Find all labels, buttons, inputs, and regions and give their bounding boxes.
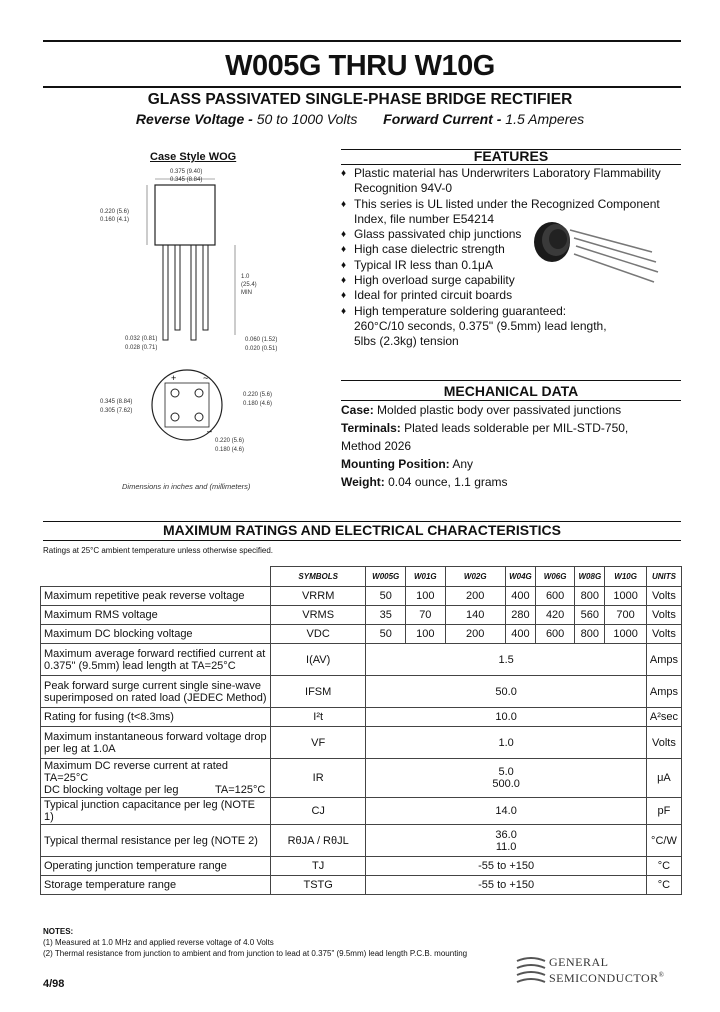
- feature-item: ♦ Plastic material has Underwriters Laboratory Flammability Recognition 94V-0: [341, 166, 661, 196]
- unit-cell: °C/W: [646, 825, 681, 857]
- param-cell: Peak forward surge current single sine-wave superimposed on rated load (JEDEC Method): [41, 676, 271, 708]
- table-row: [41, 587, 682, 606]
- value-cell: 280: [505, 606, 535, 625]
- ratings-note: Ratings at 25°C ambient temperature unless otherwise specified.: [43, 546, 273, 555]
- value-cell: 50: [366, 587, 406, 606]
- symbol-cell: I²t: [270, 708, 365, 727]
- param-cell: Typical thermal resistance per leg (NOTE 2): [41, 825, 271, 857]
- mechanical-data: Case: Molded plastic body over passivated junctions Terminals: Plated leads solderable per MIL-STD-750, Method 2026 Mounting Position: Any Weight: 0.04 ounce, 1.1 grams: [341, 403, 629, 489]
- value-cell: 420: [535, 606, 574, 625]
- mech-rule-top: [341, 380, 681, 381]
- value-cell: 140: [445, 606, 505, 625]
- value-cell: 400: [505, 587, 535, 606]
- col-w02g: W02G: [445, 567, 505, 587]
- param-cell: Operating junction temperature range: [41, 857, 271, 876]
- col-w08g: W08G: [575, 567, 605, 587]
- dim-pitch2-max: 0.220 (5.6): [215, 438, 245, 444]
- col-symbols: SYMBOLS: [270, 567, 365, 587]
- notes: NOTES: (1) Measured at 1.0 MHz and applied reverse voltage of 4.0 Volts (2) Thermal resistance from junction to ambient and from junction to lead at 0.375" (9.5mm) lead length P.C.B. mounting: [43, 927, 468, 958]
- symbol-cell: TSTG: [270, 876, 365, 895]
- pin-ac-marking: ~: [203, 373, 209, 383]
- bullet-icon: ♦: [341, 275, 347, 287]
- logo-general: GENERAL: [549, 955, 609, 969]
- value-cell: 1000: [605, 587, 647, 606]
- value-cell: 50.0: [366, 676, 647, 708]
- dim-width-max: 0.375 (9.40): [170, 169, 203, 175]
- title-rule: [43, 86, 681, 88]
- value-cell: 10.0: [366, 708, 647, 727]
- dim-pitch-min: 0.180 (4.6): [243, 401, 273, 407]
- unit-cell: pF: [646, 798, 681, 825]
- case-style-label: Case Style WOG: [150, 151, 237, 163]
- bullet-icon: ♦: [341, 198, 347, 210]
- reverse-voltage-value: 50 to 1000 Volts: [256, 111, 358, 127]
- param-cell: Maximum instantaneous forward voltage drop per leg at 1.0A: [41, 727, 271, 759]
- col-w06g: W06G: [535, 567, 574, 587]
- feature-item: ♦ High overload surge capability: [341, 273, 515, 288]
- bullet-icon: ♦: [341, 168, 347, 179]
- value-cell: 1000: [605, 625, 647, 644]
- value-cell: 100: [406, 587, 445, 606]
- dim-bottom-min: 0.305 (7.62): [100, 408, 133, 414]
- unit-cell: Volts: [646, 587, 681, 606]
- features-heading: FEATURES: [473, 148, 549, 164]
- unit-cell: μA: [646, 759, 681, 798]
- forward-current-label: Forward Current -: [383, 111, 502, 127]
- table-row: [41, 876, 682, 895]
- unit-cell: Volts: [646, 625, 681, 644]
- logo-semiconductor: SEMICONDUCTOR®: [549, 971, 665, 985]
- symbol-cell: RθJA / RθJL: [270, 825, 365, 857]
- spec-line: [0, 111, 720, 127]
- dimension-caption: Dimensions in inches and (millimeters): [122, 482, 251, 491]
- feature-item: ♦ High case dielectric strength: [341, 242, 505, 257]
- value-cell: 35: [366, 606, 406, 625]
- table-header-row: [41, 567, 682, 587]
- value-cell: 100: [406, 625, 445, 644]
- symbol-cell: VRRM: [270, 587, 365, 606]
- dim-spacing-min: 0.020 (0.51): [245, 346, 278, 352]
- dim-bottom-max: 0.345 (8.84): [100, 399, 133, 405]
- pin-plus-marking: +: [171, 373, 177, 383]
- value-cell: 600: [535, 587, 574, 606]
- lead-1: [163, 245, 168, 340]
- lead-3: [191, 245, 196, 340]
- value-cell: 200: [445, 625, 505, 644]
- logo-mark-icon: [515, 955, 547, 985]
- ratings-rule-bottom: [43, 540, 681, 541]
- component-image: [530, 212, 680, 292]
- value-cell: 36.0 11.0: [366, 825, 647, 857]
- unit-cell: A²sec: [646, 708, 681, 727]
- feature-item: ♦ Typical IR less than 0.1μA: [341, 257, 493, 272]
- dim-lead-dia-min: 0.028 (0.71): [125, 345, 158, 351]
- pin-3: [171, 413, 179, 421]
- dim-lead-length: 1.0: [241, 274, 250, 280]
- dim-lead-dia-max: 0.032 (0.81): [125, 336, 158, 342]
- dim-lead-length-min: MIN: [241, 290, 252, 296]
- value-cell: 400: [505, 625, 535, 644]
- unit-cell: Amps: [646, 644, 681, 676]
- ratings-table: [40, 566, 682, 895]
- unit-cell: Volts: [646, 727, 681, 759]
- feature-item: ♦ This series is UL listed under the Recognized Component Index, file number E54214: [341, 196, 660, 226]
- value-cell: 800: [575, 625, 605, 644]
- unit-cell: °C: [646, 876, 681, 895]
- top-rule: [43, 40, 681, 42]
- pin-1: [171, 389, 179, 397]
- reverse-voltage-label: Reverse Voltage -: [135, 111, 253, 127]
- col-w005g: W005G: [366, 567, 406, 587]
- value-cell: 800: [575, 587, 605, 606]
- value-cell: -55 to +150: [366, 876, 647, 895]
- feature-item: ♦ Glass passivated chip junctions: [341, 227, 522, 242]
- unit-cell: Volts: [646, 606, 681, 625]
- param-cell: Typical junction capacitance per leg (NOTE 1): [41, 798, 271, 825]
- col-units: UNITS: [646, 567, 681, 587]
- bullet-icon: ♦: [341, 229, 347, 241]
- table-row: [41, 857, 682, 876]
- col-w10g: W10G: [605, 567, 647, 587]
- dim-pitch-max: 0.220 (5.6): [243, 392, 273, 398]
- pin-4: [195, 413, 203, 421]
- feature-item: ♦ High temperature soldering guaranteed: 260°C/10 seconds, 0.375" (9.5mm) lead length, 5lbs (2.3kg) tension: [341, 303, 607, 349]
- value-cell: 600: [535, 625, 574, 644]
- param-cell: Maximum DC blocking voltage: [41, 625, 271, 644]
- value-cell: 560: [575, 606, 605, 625]
- value-cell: 1.5: [366, 644, 647, 676]
- value-cell: 70: [406, 606, 445, 625]
- bullet-icon: ♦: [341, 244, 347, 256]
- features-rule-bottom: [341, 164, 681, 165]
- symbol-cell: VRMS: [270, 606, 365, 625]
- symbol-cell: VDC: [270, 625, 365, 644]
- param-cell: Maximum DC reverse current at rated TA=25°C DC blocking voltage per leg TA=125°C: [41, 759, 271, 798]
- ratings-heading: MAXIMUM RATINGS AND ELECTRICAL CHARACTERISTICS: [163, 522, 561, 538]
- symbol-cell: IFSM: [270, 676, 365, 708]
- dim-lead-length-mm: (25.4): [241, 282, 257, 288]
- table-row: [41, 625, 682, 644]
- package-body-side: [155, 185, 215, 245]
- symbol-cell: TJ: [270, 857, 365, 876]
- pin-2: [195, 389, 203, 397]
- value-cell: -55 to +150: [366, 857, 647, 876]
- mechanical-heading: MECHANICAL DATA: [443, 383, 579, 399]
- page-subtitle: GLASS PASSIVATED SINGLE-PHASE BRIDGE RECTIFIER: [147, 91, 573, 108]
- dim-height-min: 0.160 (4.1): [100, 217, 130, 223]
- pin-minus-marking: –: [207, 426, 213, 436]
- value-cell: 200: [445, 587, 505, 606]
- value-cell: 14.0: [366, 798, 647, 825]
- table-row: [41, 606, 682, 625]
- symbol-cell: IR: [270, 759, 365, 798]
- lead-2: [175, 245, 180, 330]
- symbol-cell: CJ: [270, 798, 365, 825]
- table-row: [41, 759, 682, 798]
- table-row: [41, 644, 682, 676]
- feature-item: ♦ Ideal for printed circuit boards: [341, 288, 513, 303]
- table-row: [41, 708, 682, 727]
- table-row: [41, 825, 682, 857]
- col-w01g: W01G: [406, 567, 445, 587]
- unit-cell: °C: [646, 857, 681, 876]
- unit-cell: Amps: [646, 676, 681, 708]
- value-cell: 700: [605, 606, 647, 625]
- symbol-cell: VF: [270, 727, 365, 759]
- dim-height-max: 0.220 (5.6): [100, 209, 130, 215]
- package-drawing: [95, 165, 315, 495]
- value-cell: 1.0: [366, 727, 647, 759]
- bullet-icon: ♦: [341, 259, 347, 271]
- param-cell: Maximum repetitive peak reverse voltage: [41, 587, 271, 606]
- col-w04g: W04G: [505, 567, 535, 587]
- param-cell: Maximum RMS voltage: [41, 606, 271, 625]
- dim-spacing-max: 0.060 (1.52): [245, 337, 278, 343]
- dim-pitch2-min: 0.180 (4.6): [215, 447, 245, 453]
- bullet-icon: ♦: [341, 290, 347, 302]
- table-row: [41, 676, 682, 708]
- dim-width-min: 0.345 (8.84): [170, 177, 203, 183]
- param-cell: Maximum average forward rectified current at 0.375" (9.5mm) lead length at TA=25°C: [41, 644, 271, 676]
- lead-4: [203, 245, 208, 330]
- value-cell: 50: [366, 625, 406, 644]
- bullet-icon: ♦: [341, 305, 347, 317]
- param-cell: Storage temperature range: [41, 876, 271, 895]
- revision-date: 4/98: [43, 978, 65, 990]
- table-row: [41, 798, 682, 825]
- forward-current-value: 1.5 Amperes: [505, 111, 585, 127]
- symbol-cell: I(AV): [270, 644, 365, 676]
- param-cell: Rating for fusing (t<8.3ms): [41, 708, 271, 727]
- page-title: W005G THRU W10G: [225, 50, 495, 82]
- value-cell: 5.0 500.0: [366, 759, 647, 798]
- table-row: [41, 727, 682, 759]
